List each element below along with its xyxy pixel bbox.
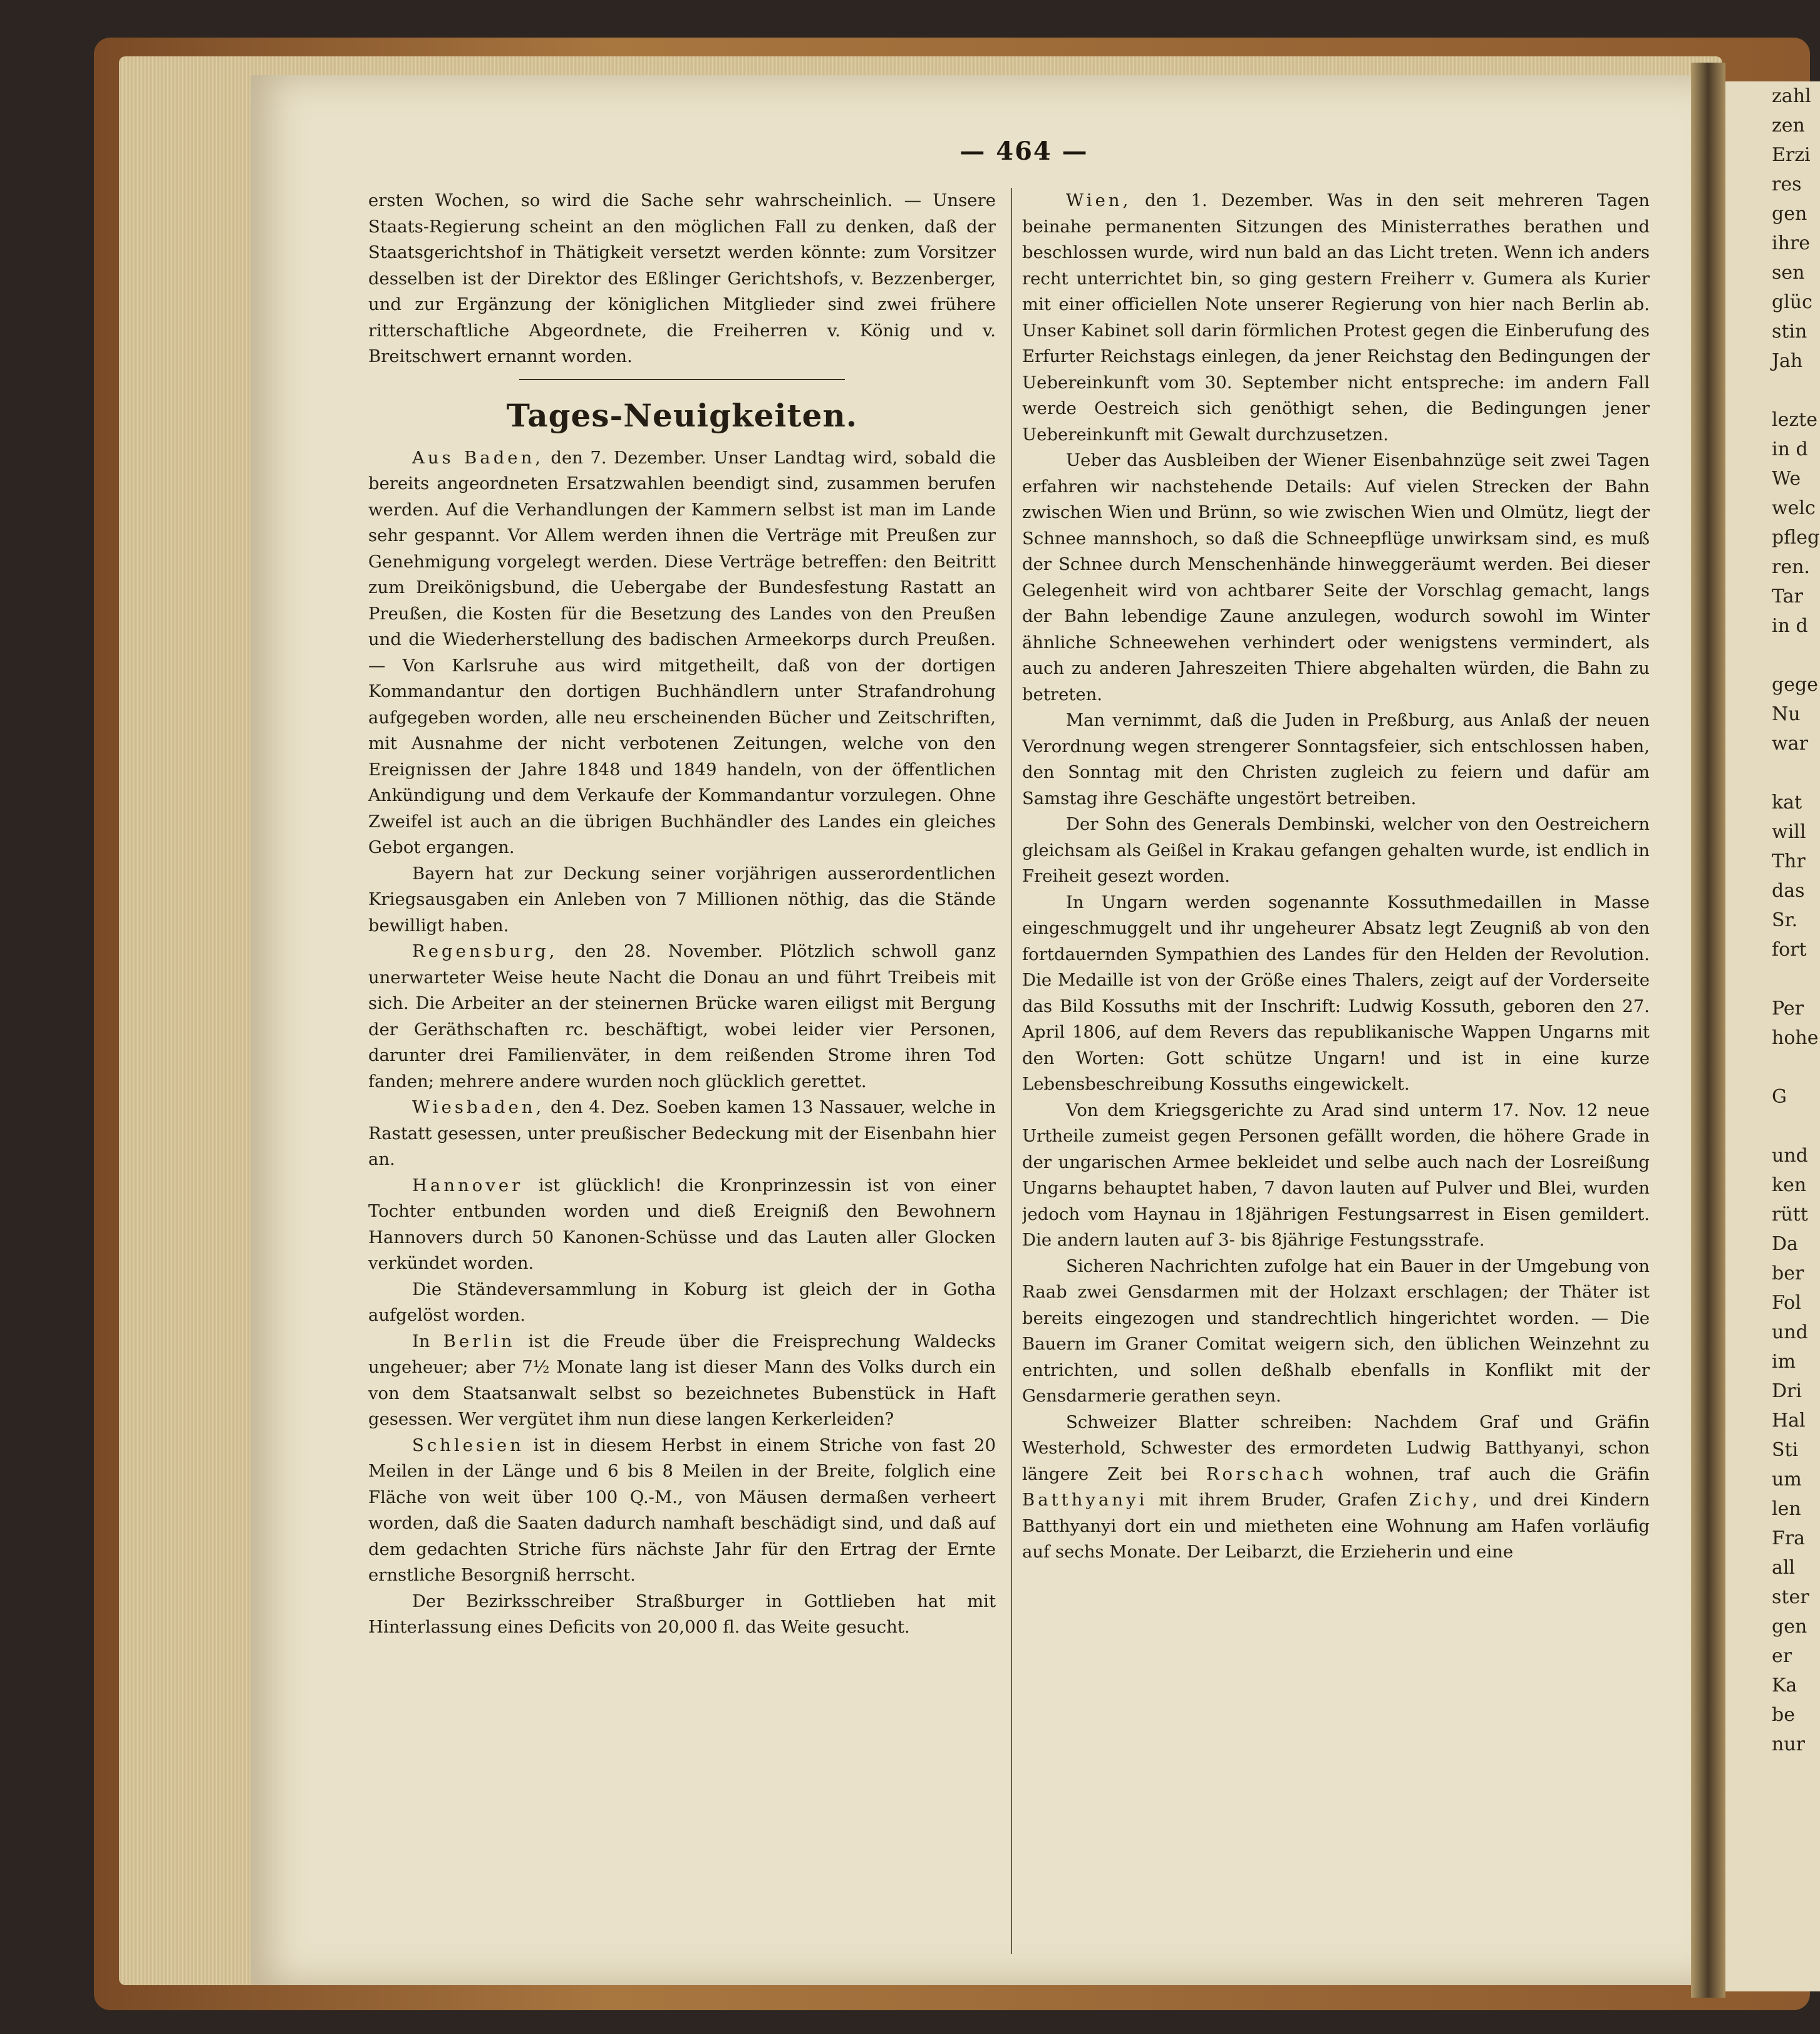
facing-page-fragment: ken xyxy=(1772,1174,1807,1196)
facing-page-fragment: sen xyxy=(1772,262,1805,284)
article-wiesbaden xyxy=(368,1095,996,1173)
facing-page-fragment: Fra xyxy=(1772,1527,1806,1549)
facing-page-fragment: gege xyxy=(1772,674,1818,696)
facing-page-edge xyxy=(1725,81,1820,1991)
facing-page-fragment: in d xyxy=(1772,438,1808,460)
article-wien xyxy=(1022,188,1650,448)
article-text: , und drei Kindern Batthyanyi dort ein und mietheten eine Wohnung am Hafen vorläufig auf sechs Monate. Der Leibarzt, die Erzieherin und eine xyxy=(1022,1490,1650,1562)
article-schweiz xyxy=(1022,1410,1650,1566)
facing-page-fragment: Erzi xyxy=(1772,144,1811,166)
facing-page-fragment: Jah xyxy=(1772,350,1803,372)
article-text: den 7. Dezember. Unser Landtag wird, sobald die bereits angeordneten Ersatzwahlen beendigt sind, zusammen berufen werden. Auf die Verhandlungen der Kammern selbst ist man im Lande sehr gespannt. Vor Allem werden ihnen die Verträge mit Preußen zur Genehmigung vorgelegt werden. Diese Verträge betreffen: den Beitritt zum Dreikönigsbund, die Uebergabe der Bundesfestung Rastatt an Preußen, die Kosten für die Besetzung des Landes von den Preußen und die Wiederherstellung des badischen Armeekorps durch Preußen. — Von Karlsruhe aus wird mitgetheilt, daß von der dortigen Kommandantur den dortigen Buchhändlern unter Strafandrohung aufgegeben worden, alle neu erscheinenden Bücher und Zeitschriften, mit Ausnahme der nicht verbotenen Zeitungen, welche von den Ereignissen der Jahre 1848 und 1849 handeln, von der öffentlichen Ankündigung und dem Verkaufe der Kommandantur vorzulegen. Ohne Zweifel ist auch an die übrigen Buchhändler des Landes ein gleiches Gebot ergangen. xyxy=(368,447,996,857)
facing-page-fragment: ihre xyxy=(1772,232,1811,254)
facing-page-fragment: will xyxy=(1772,821,1806,843)
column-divider xyxy=(1011,188,1012,1954)
article-raab: Sicheren Nachrichten zufolge hat ein Bauer in der Umgebung von Raab zwei Gensdarmen mit der Holzaxt erschlagen; der Thäter ist bereits eingezogen und standrechtlich hingerichtet worden. — Die Bauern im Graner Comitat weigern sich, den üblichen Weinzehnt zu entrichten, und sollen deßhalb ebenfalls in Konflikt mit der Gensdarmerie gerathen seyn. xyxy=(1022,1256,1650,1406)
article-bayern: Bayern hat zur Deckung seiner vorjährigen ausserordentlichen Kriegsausgaben ein Anleben von 7 Millionen nöthig, das die Stände bewilligt haben. xyxy=(368,863,996,936)
facing-page-fragment: Dri xyxy=(1772,1380,1802,1402)
facing-page-fragment: Da xyxy=(1772,1233,1798,1255)
facing-page-fragment: res xyxy=(1772,173,1802,195)
article-regensburg xyxy=(368,939,996,1095)
dateline-place: Zichy xyxy=(1409,1490,1472,1510)
dateline-place: Hannover xyxy=(412,1175,524,1195)
facing-page-fragment: pfleg xyxy=(1772,527,1820,549)
facing-page-fragment: fort xyxy=(1772,939,1807,961)
facing-page-fragment: hohe xyxy=(1772,1027,1819,1049)
facing-page-fragment: er xyxy=(1772,1645,1792,1667)
dateline-place: Batthyanyi xyxy=(1022,1490,1148,1510)
facing-page-fragment: all xyxy=(1772,1557,1796,1579)
facing-page-fragment: Sr. xyxy=(1772,909,1798,931)
facing-page-fragment: Fol xyxy=(1772,1292,1801,1314)
dateline-place: Schlesien xyxy=(412,1435,524,1455)
facing-page-fragment: Thr xyxy=(1772,850,1806,872)
article-text: den 4. Dez. Soeben kamen 13 Nassauer, welche in Rastatt gesessen, unter preußischer Bedeckung mit der Eisenbahn hier an. xyxy=(368,1097,996,1169)
page-number: — 464 — xyxy=(959,137,1088,166)
article-text: Schweizer Blatter schreiben: Nachdem Graf und Gräfin Westerhold, Schwester des ermordeten Ludwig Batthyanyi, schon längere Zeit bei xyxy=(1022,1412,1650,1484)
facing-page-fragment: nur xyxy=(1772,1733,1805,1755)
facing-page-fragment: We xyxy=(1772,468,1801,490)
right-column xyxy=(1022,188,1650,1960)
facing-page-fragment: im xyxy=(1772,1351,1796,1373)
facing-page-fragment: len xyxy=(1772,1498,1801,1520)
dateline-place: Rorschach xyxy=(1206,1464,1326,1484)
facing-page-fragment: stin xyxy=(1772,321,1807,343)
facing-page-fragment: war xyxy=(1772,733,1808,755)
article-text: ist in diesem Herbst in einem Striche von fast 20 Meilen in der Länge und 6 bis 8 Meilen in der Breite, folglich eine Fläche von weit über 100 Q.-M., von Mäusen dermaßen verheert worden, daß die Saaten dadurch namhaft beschädigt sind, und daß auf dem gedachten Striche fürs nächste Jahr für den Ertrag der Ernte ernstliche Besorgniß herrscht. xyxy=(368,1435,996,1585)
article-text: den 28. November. Plötzlich schwoll ganz unerwarteter Weise heute Nacht die Donau an und führt Treibeis mit sich. Die Arbeiter an der steinernen Brücke waren eiligst mit Bergung der Geräthschaften rc. beschäftigt, wobei leider vier Personen, darunter drei Familienväter, in dem reißenden Strome ihren Tod fanden; mehrere andere wurden noch glücklich gerettet. xyxy=(368,941,996,1092)
facing-page-fragment: glüc xyxy=(1772,291,1812,313)
facing-page-fragment: kat xyxy=(1772,792,1802,813)
facing-page-fragment: Sti xyxy=(1772,1439,1799,1461)
facing-page-fragment xyxy=(1725,964,1820,994)
article-gottlieben: Der Bezirksschreiber Straßburger in Gottlieben hat mit Hinterlassung eines Deficits von 20,000 fl. das Weite gesucht. xyxy=(368,1591,996,1637)
facing-page-fragment xyxy=(1725,1112,1820,1141)
facing-page-fragment: das xyxy=(1772,880,1805,902)
facing-page-fragment: in d xyxy=(1772,615,1808,637)
intro-paragraph: ersten Wochen, so wird die Sache sehr wahrscheinlich. — Unsere Staats-Regierung scheint an den möglichen Fall zu denken, daß der Staatsgerichtshof in Thätigkeit versetzt werden könnte: zum Vorsitzer desselben ist der Direktor des Eßlinger Gerichtshofs, v. Bezzenberger, und zur Ergänzung der königlichen Mitglieder sind zwei frühere ritterschaftliche Abgeordnete, die Freiherren v. König und v. Breitschwert ernannt worden. xyxy=(368,190,996,366)
facing-page-fragment: ren. xyxy=(1772,556,1810,578)
facing-page-fragment xyxy=(1725,1053,1820,1082)
dateline-place: Berlin xyxy=(443,1331,515,1351)
facing-page-fragment xyxy=(1725,376,1820,405)
dateline-place: Aus Baden, xyxy=(412,447,544,468)
facing-page-fragment: um xyxy=(1772,1469,1802,1490)
left-column xyxy=(368,188,996,1960)
facing-page-fragment: ster xyxy=(1772,1586,1809,1608)
facing-page-fragment: be xyxy=(1772,1704,1795,1726)
facing-page-fragment xyxy=(1725,641,1820,670)
article-eisenbahn: Ueber das Ausbleiben der Wiener Eisenbahnzüge seit zwei Tagen erfahren wir nachstehende Details: Auf vielen Strecken der Bahn zwischen Wien und Brünn, so wie zwischen Wien und Olmütz, liegt der Schnee mannshoch, so daß die Schneepflüge unwirksam sind, es muß der Schnee durch Menschenhände hinweggeräumt werden. Bei dieser Gelegenheit wird von achtbarer Seite der Vorschlag gemacht, langs der Bahn lebendige Zaune anzulegen, wodurch sowohl im Winter ähnliche Schneewehen verhindert oder wenigstens vermindert, als auch zu anderen Jahreszeiten Thiere abgehalten würden, die Bahn zu betreten. xyxy=(1022,450,1650,705)
section-heading: Tages-Neuigkeiten. xyxy=(506,396,858,434)
article-arad: Von dem Kriegsgerichte zu Arad sind unterm 17. Nov. 12 neue Urtheile zumeist gegen Personen gefällt worden, die höhere Grade in der ungarischen Armee bekleidet und selbe auch nach der Losreißung Ungarns behauptet haben, 7 davon lauten auf Pulver und Blei, wurden jedoch vom Haynau in 18jährigen Festungsarrest in Eisen gemildert. Die andern lauten auf 3- bis 8jährige Festungsstrafe. xyxy=(1022,1100,1650,1250)
facing-page-fragment: Tar xyxy=(1772,586,1803,607)
article-kossuth: In Ungarn werden sogenannte Kossuthmedaillen in Masse eingeschmuggelt und ihr ungeheurer Absatz legt Zeugniß ab von den fortdauernden Sympathien des Landes für den Helden der Revolution. Die Medaille ist von der Größe eines Thalers, zeigt auf der Vorderseite das Bild Kossuths mit der Inschrift: Ludwig Kossuth, geboren den 27. April 1806, auf dem Revers das republikanische Wappen Ungarns mit den Worten: Gott schütze Ungarn! und ist in eine kurze Lebensbeschreibung Kossuths eingewickelt. xyxy=(1022,892,1650,1094)
facing-page-fragment: welc xyxy=(1772,497,1816,519)
article-text: wohnen, traf auch die Gräfin xyxy=(1326,1464,1650,1484)
article-baden xyxy=(368,445,996,861)
article-berlin xyxy=(368,1329,996,1433)
facing-page-fragment: Ka xyxy=(1772,1675,1797,1696)
facing-page-fragment: gen xyxy=(1772,1616,1807,1638)
article-koburg: Die Ständeversammlung in Koburg ist gleich der in Gotha aufgelöst worden. xyxy=(368,1279,996,1325)
facing-page-fragment: lezte xyxy=(1772,409,1817,431)
facing-page-fragment xyxy=(1725,758,1820,788)
facing-page-fragment: Nu xyxy=(1772,703,1801,725)
article-text: ist die Freude über die Freisprechung Waldecks ungeheuer; aber 7½ Monate lang ist dieser Mann des Volks durch ein von dem Staatsanwalt selbst so bezeichnetes Bubenstück in Haft gesessen. Wer vergütet ihm nun diese langen Kerkerleiden? xyxy=(368,1331,996,1429)
facing-page-fragment: zen xyxy=(1772,115,1805,137)
section-rule xyxy=(519,379,845,380)
dateline-place: Wiesbaden, xyxy=(412,1097,545,1117)
article-dembinski: Der Sohn des Generals Dembinski, welcher von den Oestreichern gleichsam als Geißel in Krakau gefangen gehalten wurde, ist endlich in Freiheit gesezt worden. xyxy=(1022,814,1650,886)
facing-page-fragment: zahl xyxy=(1772,85,1811,107)
article-text: In xyxy=(412,1331,443,1351)
book-gutter xyxy=(1691,63,1725,1998)
facing-page-fragment: Hal xyxy=(1772,1410,1806,1432)
article-text: ist glücklich! die Kronprinzessin ist von einer Tochter entbunden worden und dieß Ereigniß den Bewohnern Hannovers durch 50 Kanonen-Schüsse und das Lauten aller Glocken verkündet worden. xyxy=(368,1175,996,1273)
facing-page-fragment: ber xyxy=(1772,1262,1804,1284)
article-text: mit ihrem Bruder, Grafen xyxy=(1147,1490,1409,1510)
article-pressburg: Man vernimmt, daß die Juden in Preßburg, aus Anlaß der neuen Verordnung wegen strengerer Sonntagsfeier, sich entschlossen haben, den Sonntag mit den Christen zugleich zu feiern und dafür am Samstag ihre Geschäfte ungestört betreiben. xyxy=(1022,710,1650,808)
dateline-place: Regensburg, xyxy=(412,941,558,961)
dateline-place: Wien, xyxy=(1066,190,1132,210)
facing-page-fragment: G xyxy=(1772,1086,1787,1108)
article-text: den 1. Dezember. Was in den seit mehreren Tagen beinahe permanenten Sitzungen des Ministerrathes berathen und beschlossen wurde, wird nun bald an das Licht treten. Wenn ich anders recht unterrichtet bin, so ging gestern Freiherr v. Gumera als Kurier mit einer officiellen Note unserer Regierung von hier nach Berlin ab. Unser Kabinet soll darin förmlichen Protest gegen die Einberufung des Erfurter Reichstags einlegen, da jener Reichstag den Bedingungen der Uebereinkunft vom 30. September nicht entspreche: im andern Fall werde Oestreich sich genöthigt sehen, die Bedingungen jener Uebereinkunft mit Gewalt durchzusetzen. xyxy=(1022,190,1650,445)
article-hannover xyxy=(368,1173,996,1277)
facing-page-fragment: Per xyxy=(1772,998,1804,1020)
facing-page-fragment: rütt xyxy=(1772,1204,1808,1226)
facing-page-fragment: und xyxy=(1772,1145,1808,1167)
article-schlesien xyxy=(368,1433,996,1589)
facing-page-fragment: gen xyxy=(1772,203,1807,225)
facing-page-fragment: und xyxy=(1772,1321,1808,1343)
